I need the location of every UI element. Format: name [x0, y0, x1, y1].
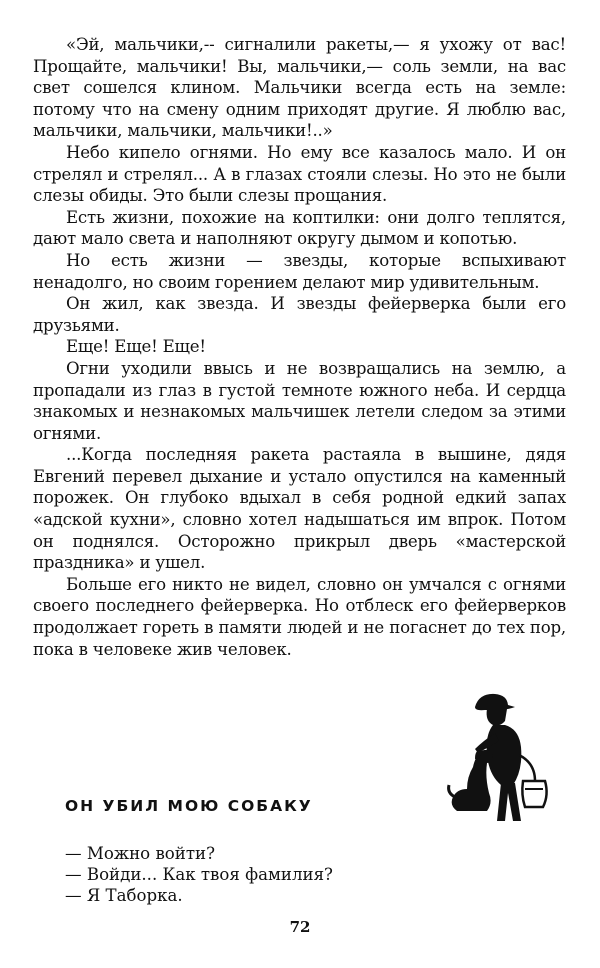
paragraph: Больше его никто не видел, словно он умчался с огнями своего последнего фейерверка. Но отблеск его фейерверков продолжает гореть в памяти людей и не погаснет до тех пор, пока в человеке жив человек.: [33, 574, 566, 659]
dog: [452, 750, 493, 811]
paragraph: Но есть жизни — звезды, которые вспыхивают ненадолго, но своим горением делают мир удивительным.: [33, 250, 566, 292]
body-text: [33, 34, 566, 660]
chapter-title: ОН УБИЛ МОЮ СОБАКУ: [65, 797, 313, 815]
man-legs: [497, 783, 521, 821]
dialogue-line: — Можно войти?: [65, 844, 215, 863]
paragraph: Есть жизни, похожие на коптилки: они долго теплятся, дают мало света и наполняют округу дымом и копотью.: [33, 207, 566, 249]
man-head: [487, 709, 507, 726]
paragraph: Огни уходили ввысь и не возвращались на землю, а пропадали из глаз в густой темноте южного неба. И сердца знакомых и незнакомых мальчишек летели следом за этими огнями.: [33, 358, 566, 443]
dog-tail: [449, 785, 455, 797]
paragraph: ...Когда последняя ракета растаяла в вышине, дядя Евгений перевел дыхание и устало опустился на каменный порожек. Он глубоко вдыхал в себя родной едкий запах «адской кухни», словно хотел надышаться им впрок. Потом он поднялся. Осторожно прикрыл дверь «мастерской праздника» и ушел.: [33, 445, 566, 573]
paragraph: Он жил, как звезда. И звезды фейерверка были его друзьями.: [33, 294, 566, 335]
paragraph: «Эй, мальчики,-- сигналили ракеты,— я ухожу от вас! Прощайте, мальчики! Вы, мальчики,— соль земли, на вас свет сошелся клином. Мальчики всегда есть на земле: потому что на смену одним приходят другие. Я люблю вас, мальчики, мальчики, мальчики!..»: [33, 35, 566, 141]
dialogue-line: — Войди... Как твоя фамилия?: [65, 865, 333, 884]
page-number: 72: [289, 918, 311, 936]
man-bag: [522, 781, 546, 807]
paragraph: Еще! Еще! Еще!: [66, 337, 206, 357]
dialogue-line: — Я Таборка.: [65, 886, 183, 905]
man-hat: [475, 694, 515, 710]
paragraph: Небо кипело огнями. Но ему все казалось мало. И он стрелял и стрелял... А в глазах стояли слезы. Но это не были слезы обиды. Это были слезы прощания.: [33, 142, 566, 206]
man-and-dog-illustration: [445, 685, 560, 825]
dialogue: [65, 843, 395, 906]
